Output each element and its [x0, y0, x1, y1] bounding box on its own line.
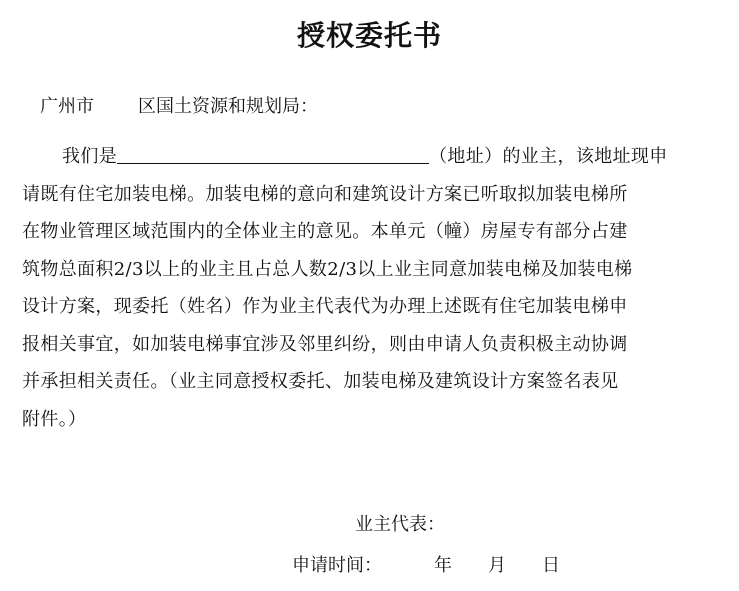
- body-line: 筑物总面积2/3以上的业主且占总人数2/3以上业主同意加装电梯及加装电梯: [22, 258, 633, 280]
- month-label: 月: [488, 555, 506, 576]
- date-label: 申请时间：: [292, 555, 382, 576]
- day-label: 日: [542, 555, 560, 576]
- body-line: 报相关事宜，如加装电梯事宜涉及邻里纠纷，则由申请人负责积极主动协调: [22, 333, 628, 355]
- addressee-city: 广州市: [40, 96, 94, 117]
- intro-before: 我们是: [62, 146, 118, 167]
- addressee-bureau: 区国土资源和规划局：: [138, 96, 318, 117]
- body-line: 在物业管理区域范围内的全体业主的意见。本单元（幢）房屋专有部分占建: [22, 221, 628, 242]
- body-line: 设计方案，现委托（姓名）作为业主代表代为办理上述既有住宅加装电梯申: [22, 296, 628, 317]
- document-title: 授权委托书: [296, 19, 442, 52]
- application-date-line: [292, 551, 560, 577]
- year-label: 年: [434, 555, 452, 576]
- owner-representative-label: 业主代表：: [355, 514, 445, 535]
- letter-body: [22, 138, 722, 438]
- intro-after: （地址）的业主，该地址现申: [429, 146, 668, 167]
- addressee-line: [40, 96, 318, 118]
- owner-address-blank: [117, 145, 429, 164]
- body-line-intro: [22, 138, 722, 176]
- body-line: 附件。）: [22, 408, 87, 430]
- body-line: 请既有住宅加装电梯。加装电梯的意向和建筑设计方案已听取拟加装电梯所: [22, 183, 628, 205]
- body-line: 并承担相关责任。（业主同意授权委托、加装电梯及建筑设计方案签名表见: [22, 371, 619, 392]
